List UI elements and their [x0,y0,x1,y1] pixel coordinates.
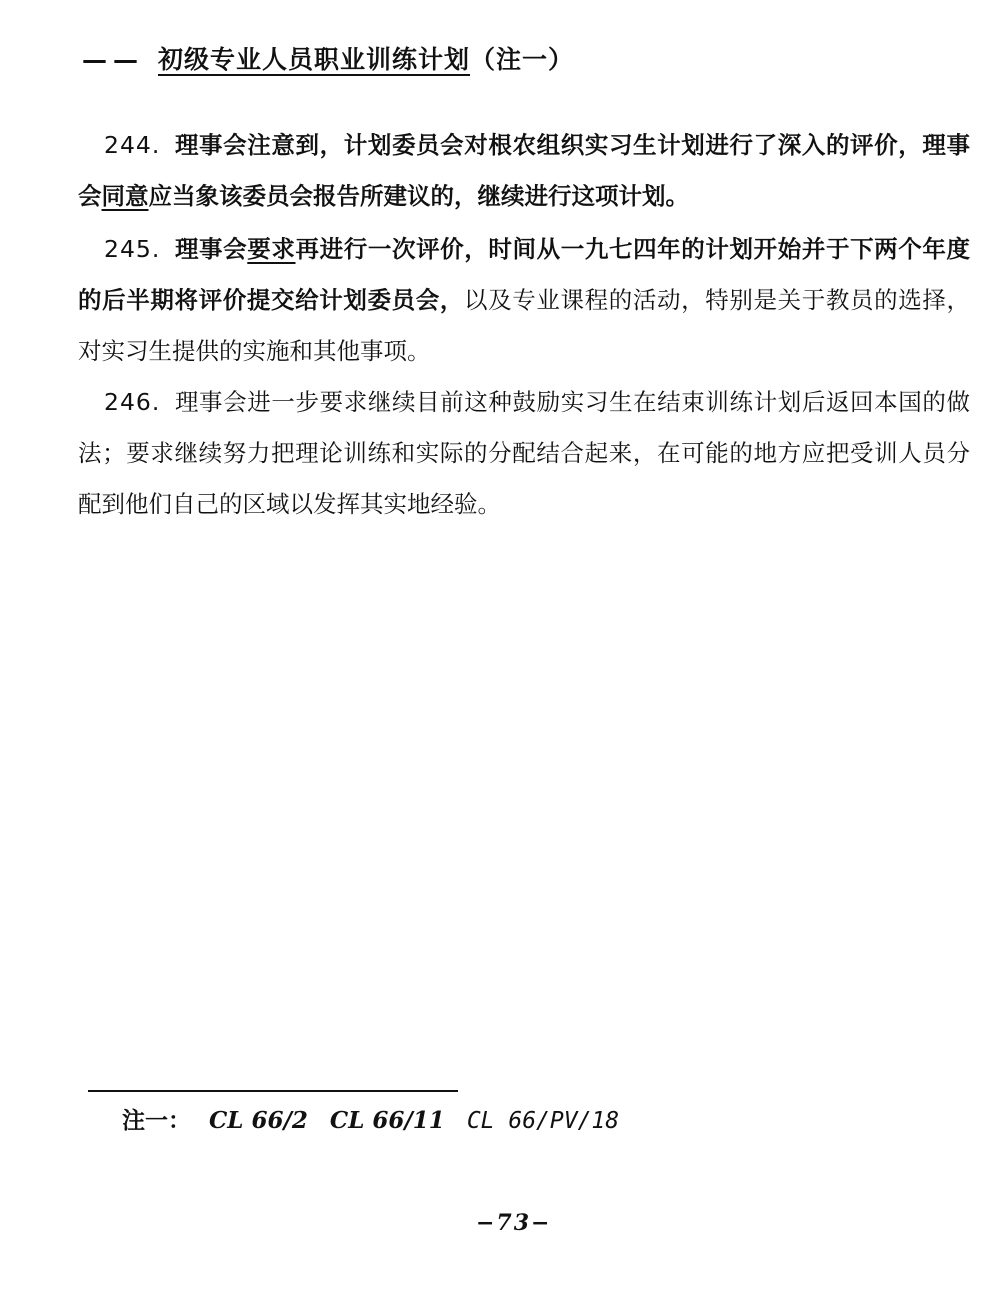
paragraph-244 [78,120,970,222]
paragraph-text-underlined: 要求 [247,235,296,263]
footnote-reference: CL 66/11 [329,1107,445,1134]
paragraph-number: 244. [104,131,161,159]
document-body [78,120,970,530]
footnote-divider [88,1090,458,1092]
paragraph-246 [78,377,970,530]
footnote-label: 注一： [122,1107,191,1134]
paragraph-text: 以及专业课程的活动，特别是关于教员的选择，对实习生提供的实施和其他事项。 [78,286,970,365]
footnote-reference: CL 66/PV/18 [466,1108,620,1134]
heading-dash: —— [82,45,144,74]
paragraph-text: 再进行一次评价，时间从一九七四年的计划开始并于下两个年度的后半期将评价提交给计划委员会， [78,235,971,314]
paragraph-number: 245. [104,235,161,263]
paragraph-text: 理事会 [174,235,248,263]
paragraph-number: 246. [104,388,161,416]
footnote [122,1102,619,1135]
section-heading [82,40,574,76]
paragraph-text: 应当象该委员会报告所建议的，继续进行这项计划。 [148,182,689,210]
paragraph-245 [78,224,970,377]
paragraph-text-underlined: 同意 [101,182,149,210]
paragraph-text: 理事会注意到，计划委员会对根农组织实习生计划进行了深入的评价，理事会 [78,131,970,210]
page-number: −73− [476,1210,552,1236]
heading-title: 初级专业人员职业训练计划 [158,45,471,74]
heading-note-ref: （注一） [470,45,575,74]
paragraph-text: 理事会进一步要求继续目前这种鼓励实习生在结束训练计划后返回本国的做法；要求继续努力把理论训练和实际的分配结合起来，在可能的地方应把受训人员分配到他们自己的区域以发挥其实地经验。 [78,388,970,518]
footnote-reference: CL 66/2 [209,1107,308,1134]
